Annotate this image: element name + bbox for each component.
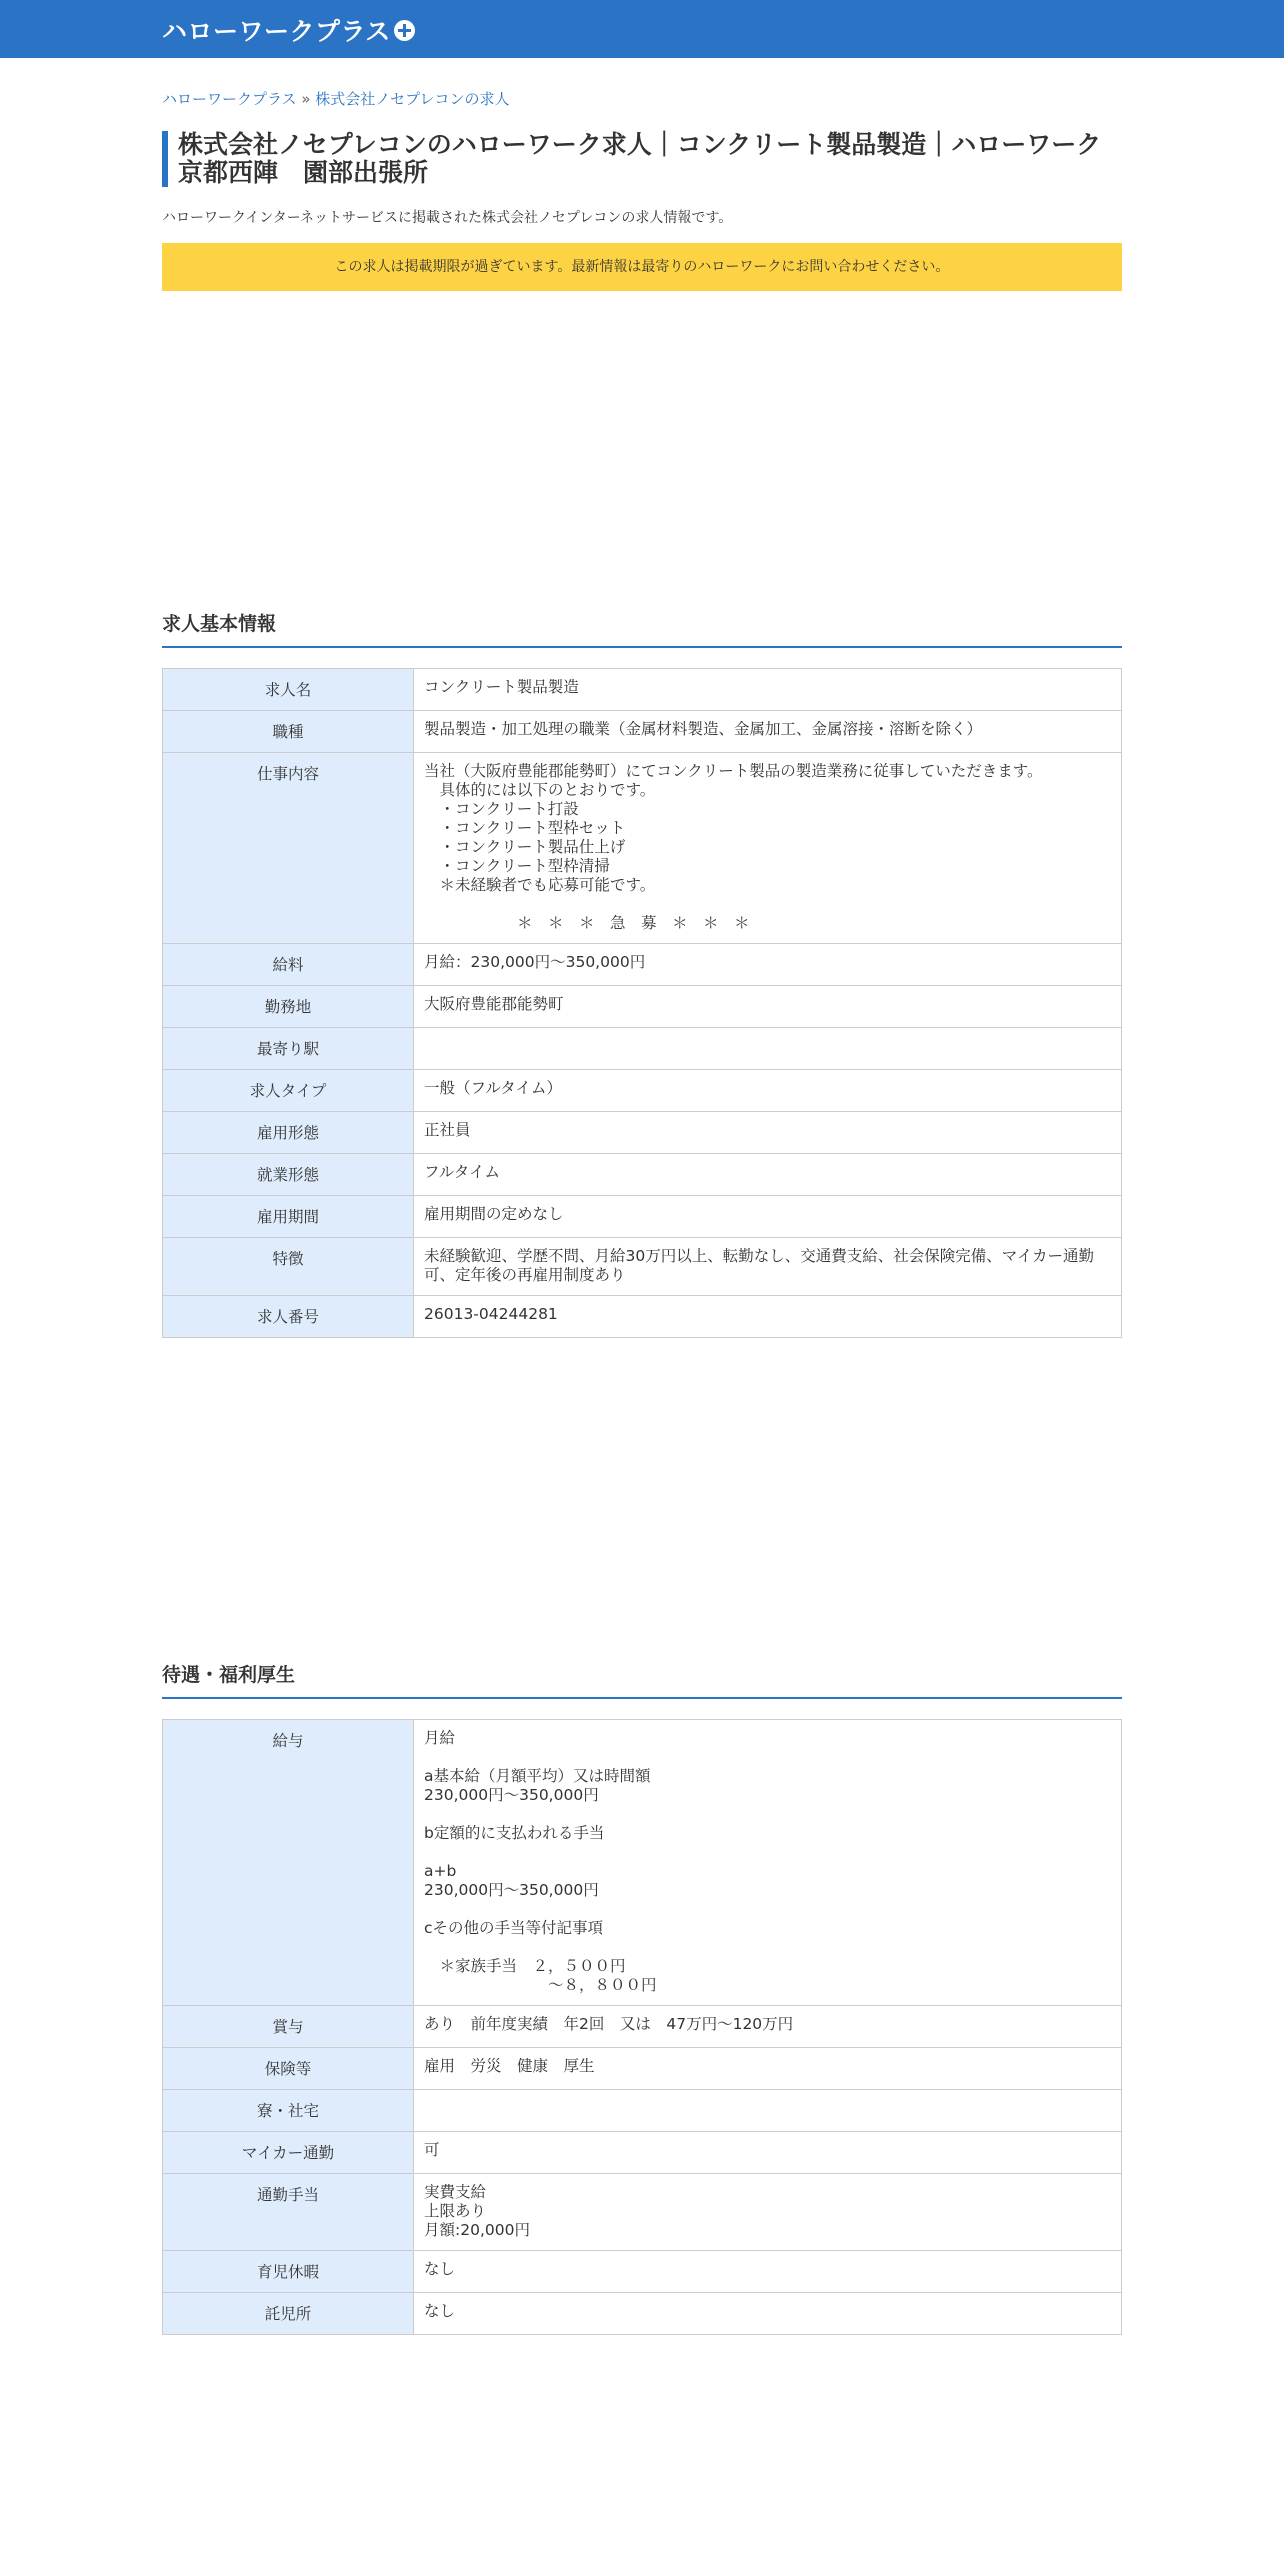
basic-info-row (163, 669, 1122, 711)
basic-info-label: 求人タイプ (163, 1070, 414, 1112)
welfare-row (163, 1720, 1122, 2006)
ad-space (162, 1338, 1122, 1660)
welfare-label: マイカー通勤 (163, 2132, 414, 2174)
welfare-table (162, 1719, 1122, 2335)
breadcrumb-separator: » (296, 90, 316, 108)
basic-info-value: 雇用期間の定めなし (414, 1196, 1122, 1238)
welfare-value: なし (414, 2251, 1122, 2293)
main-content (162, 88, 1122, 2535)
basic-info-value: 正社員 (414, 1112, 1122, 1154)
welfare-value: 実費支給 上限あり 月額:20,000円 (414, 2174, 1122, 2251)
breadcrumb-current-link[interactable]: 株式会社ノセプレコンの求人 (315, 90, 510, 108)
welfare-row (163, 2132, 1122, 2174)
footer-space (162, 2335, 1122, 2535)
site-header (0, 0, 1284, 58)
expired-notice: この求人は掲載期限が過ぎています。最新情報は最寄りのハローワークにお問い合わせください。 (162, 243, 1122, 291)
basic-info-row (163, 1112, 1122, 1154)
basic-info-row (163, 1238, 1122, 1296)
basic-info-label: 雇用期間 (163, 1196, 414, 1238)
basic-info-label: 求人名 (163, 669, 414, 711)
basic-info-row (163, 944, 1122, 986)
basic-info-value (414, 1028, 1122, 1070)
plus-circle-icon (394, 20, 415, 41)
basic-info-label: 雇用形態 (163, 1112, 414, 1154)
page-title: 株式会社ノセプレコンのハローワーク求人｜コンクリート製品製造｜ハローワーク京都西陣 園部出張所 (162, 131, 1122, 187)
basic-info-label: 職種 (163, 711, 414, 753)
basic-info-row (163, 711, 1122, 753)
basic-info-label: 就業形態 (163, 1154, 414, 1196)
basic-info-row (163, 1196, 1122, 1238)
basic-info-row (163, 1296, 1122, 1338)
welfare-heading: 待遇・福利厚生 (162, 1660, 1122, 1699)
basic-info-label: 勤務地 (163, 986, 414, 1028)
welfare-value: 可 (414, 2132, 1122, 2174)
welfare-value: 月給 a基本給（月額平均）又は時間額 230,000円～350,000円 b定額的に支払われる手当 a+b 230,000円～350,000円 cその他の手当等付記事項 ＊家族手当 ２，５００円 ～８，８００円 (414, 1720, 1122, 2006)
welfare-row (163, 2174, 1122, 2251)
basic-info-table (162, 668, 1122, 1338)
welfare-row (163, 2251, 1122, 2293)
welfare-row (163, 2293, 1122, 2335)
welfare-value: なし (414, 2293, 1122, 2335)
basic-info-label: 最寄り駅 (163, 1028, 414, 1070)
basic-info-value: 大阪府豊能郡能勢町 (414, 986, 1122, 1028)
basic-info-label: 給料 (163, 944, 414, 986)
breadcrumb (162, 88, 1122, 109)
basic-info-value: 一般（フルタイム） (414, 1070, 1122, 1112)
basic-info-value: 当社（大阪府豊能郡能勢町）にてコンクリート製品の製造業務に従事していただきます。 具体的には以下のとおりです。 ・コンクリート打設 ・コンクリート型枠セット ・コンクリート製品仕上げ ・コンクリート型枠清掃 ＊未経験者でも応募可能です。 ＊ ＊ ＊ 急 募 ＊ ＊ ＊ (414, 753, 1122, 944)
basic-info-value: 未経験歓迎、学歴不問、月給30万円以上、転勤なし、交通費支給、社会保険完備、マイカー通勤可、定年後の再雇用制度あり (414, 1238, 1122, 1296)
welfare-row (163, 2048, 1122, 2090)
welfare-row (163, 2006, 1122, 2048)
basic-info-row (163, 1070, 1122, 1112)
welfare-row (163, 2090, 1122, 2132)
basic-info-label: 特徴 (163, 1238, 414, 1296)
welfare-label: 通勤手当 (163, 2174, 414, 2251)
lead-text: ハローワークインターネットサービスに掲載された株式会社ノセプレコンの求人情報です。 (162, 210, 733, 226)
welfare-label: 賞与 (163, 2006, 414, 2048)
ad-space (162, 291, 1122, 609)
welfare-label: 寮・社宅 (163, 2090, 414, 2132)
welfare-value: あり 前年度実績 年2回 又は 47万円～120万円 (414, 2006, 1122, 2048)
site-logo[interactable] (162, 12, 415, 48)
basic-info-row (163, 1028, 1122, 1070)
basic-info-value: フルタイム (414, 1154, 1122, 1196)
welfare-value: 雇用 労災 健康 厚生 (414, 2048, 1122, 2090)
welfare-label: 育児休暇 (163, 2251, 414, 2293)
welfare-value (414, 2090, 1122, 2132)
basic-info-heading: 求人基本情報 (162, 609, 1122, 648)
logo-text[interactable]: ハローワークプラス (162, 17, 391, 46)
basic-info-value: コンクリート製品製造 (414, 669, 1122, 711)
basic-info-row (163, 986, 1122, 1028)
welfare-label: 給与 (163, 1720, 414, 2006)
basic-info-label: 求人番号 (163, 1296, 414, 1338)
welfare-label: 保険等 (163, 2048, 414, 2090)
breadcrumb-home-link[interactable]: ハローワークプラス (162, 90, 297, 108)
basic-info-label: 仕事内容 (163, 753, 414, 944)
welfare-label: 託児所 (163, 2293, 414, 2335)
basic-info-row (163, 1154, 1122, 1196)
basic-info-row (163, 753, 1122, 944)
basic-info-value: 月給：230,000円～350,000円 (414, 944, 1122, 986)
basic-info-value: 製品製造・加工処理の職業（金属材料製造、金属加工、金属溶接・溶断を除く） (414, 711, 1122, 753)
basic-info-value: 26013-04244281 (414, 1296, 1122, 1338)
